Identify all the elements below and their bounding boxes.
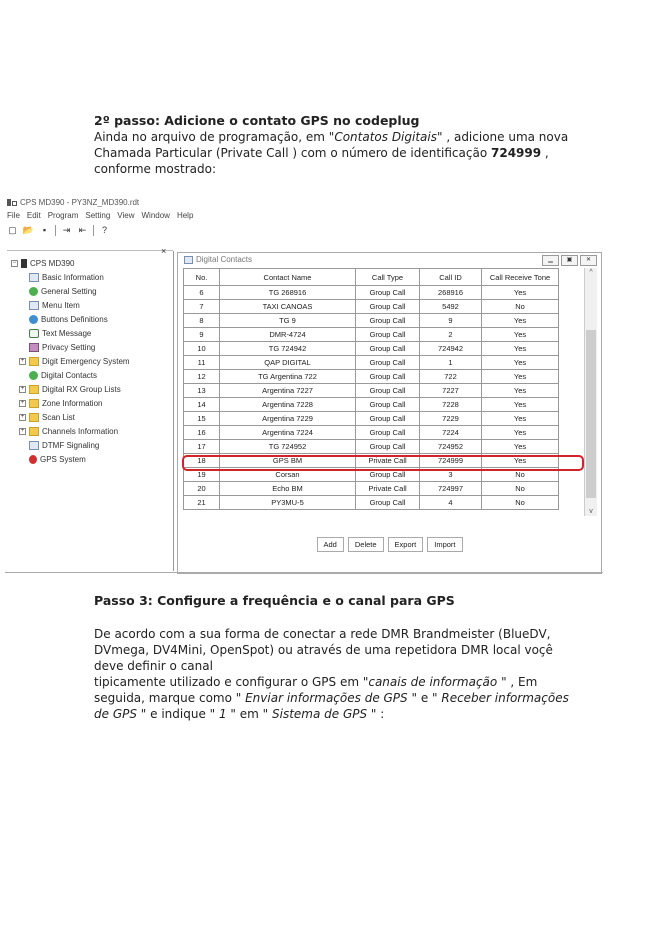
table-cell: PY3MU-5 — [220, 496, 356, 510]
table-cell: 8 — [184, 314, 220, 328]
step3-line6: de GPS " e indique " 1 " em " Sistema de GPS " : — [94, 707, 385, 721]
table-cell: Group Call — [356, 342, 420, 356]
expand-icon[interactable]: + — [20, 400, 25, 406]
table-cell: Yes — [482, 356, 559, 370]
menu-program[interactable]: Program — [47, 211, 79, 220]
expand-icon[interactable]: + — [20, 358, 25, 364]
tree-item-label: Menu Item — [42, 301, 80, 310]
table-cell: Group Call — [356, 370, 420, 384]
expand-icon[interactable]: + — [20, 428, 25, 434]
table-cell: 7 — [184, 300, 220, 314]
menu-window[interactable]: Window — [141, 211, 170, 220]
step3-line2: DVmega, DV4Mini, OpenSpot) ou através de uma repetidora DMR local voçê — [94, 643, 553, 657]
table-row[interactable] — [184, 328, 559, 342]
table-cell: Group Call — [356, 384, 420, 398]
tree-item-label: Text Message — [42, 329, 92, 338]
app-icon — [7, 198, 17, 207]
gear-icon — [29, 287, 38, 296]
table-cell: 17 — [184, 440, 220, 454]
table-cell: Group Call — [356, 398, 420, 412]
column-header: Call Type — [356, 269, 420, 286]
table-cell: 20 — [184, 482, 220, 496]
table-cell: Group Call — [356, 314, 420, 328]
table-row[interactable] — [184, 356, 559, 370]
tree-item[interactable] — [29, 273, 104, 282]
table-cell: Yes — [482, 342, 559, 356]
table-cell: 19 — [184, 468, 220, 482]
menu-bar — [7, 211, 193, 220]
delete-button[interactable]: Delete — [348, 537, 384, 552]
export-button[interactable]: Export — [388, 537, 424, 552]
table-cell: 3 — [420, 468, 482, 482]
table-row[interactable] — [184, 496, 559, 510]
table-cell: Argentina 7228 — [220, 398, 356, 412]
table-cell: 724999 — [420, 454, 482, 468]
contacts-icon — [29, 371, 38, 380]
table-cell: 4 — [420, 496, 482, 510]
read-radio-icon[interactable]: ⇥ — [62, 224, 71, 235]
table-cell: No — [482, 482, 559, 496]
table-cell: 7227 — [420, 384, 482, 398]
table-cell: 9 — [184, 328, 220, 342]
table-row[interactable] — [184, 482, 559, 496]
expand-icon[interactable]: + — [20, 414, 25, 420]
table-cell: TG 9 — [220, 314, 356, 328]
table-row[interactable] — [184, 384, 559, 398]
table-cell: No — [482, 496, 559, 510]
tree-item[interactable] — [19, 427, 118, 436]
table-cell: Argentina 7224 — [220, 426, 356, 440]
table-cell: Yes — [482, 440, 559, 454]
tree-item-label: Privacy Setting — [42, 343, 96, 352]
table-row[interactable] — [184, 342, 559, 356]
table-cell: Yes — [482, 314, 559, 328]
table-cell: Group Call — [356, 356, 420, 370]
folder-icon — [29, 399, 39, 408]
step3-heading: Passo 3: Configure a frequência e o canal para GPS — [94, 593, 455, 608]
action-buttons — [178, 537, 601, 552]
new-file-icon[interactable]: ▢ — [8, 224, 17, 235]
minimize-icon[interactable]: ▁ — [542, 255, 559, 266]
tree-close-icon[interactable]: × — [161, 246, 167, 256]
tree-item-label: GPS System — [40, 455, 86, 464]
table-cell: TG 268916 — [220, 286, 356, 300]
table-cell: Group Call — [356, 440, 420, 454]
table-cell: 1 — [420, 356, 482, 370]
table-cell: Yes — [482, 370, 559, 384]
tree-item[interactable] — [29, 287, 97, 296]
table-cell: 724997 — [420, 482, 482, 496]
table-cell: Yes — [482, 426, 559, 440]
scroll-up-icon[interactable]: ^ — [589, 269, 593, 276]
table-row[interactable] — [184, 370, 559, 384]
close-icon[interactable]: ✕ — [580, 255, 597, 266]
table-cell: Private Call — [356, 482, 420, 496]
step2-line3: conforme mostrado: — [94, 162, 216, 176]
step2-heading: 2º passo: Adicione o contato GPS no codeplug — [94, 113, 420, 128]
window-title — [184, 255, 252, 264]
vertical-scrollbar[interactable] — [584, 268, 597, 516]
toolbar-separator — [93, 225, 94, 236]
table-cell: No — [482, 468, 559, 482]
table-cell: Group Call — [356, 468, 420, 482]
table-header — [184, 269, 559, 286]
tree-item[interactable] — [29, 301, 80, 310]
table-cell: TAXI CANOAS — [220, 300, 356, 314]
document-icon — [29, 273, 39, 282]
table-cell: 13 — [184, 384, 220, 398]
tree-item[interactable] — [29, 315, 108, 324]
save-icon[interactable]: ▪ — [42, 225, 47, 235]
tree-item-label: Digit Emergency System — [42, 357, 130, 366]
highlight-gps-row — [182, 455, 584, 471]
step2-line2: Chamada Particular (Private Call ) com o número de identificação 724999 , — [94, 146, 549, 160]
radio-icon — [21, 259, 27, 268]
menu-icon — [29, 301, 39, 310]
toolbar-separator — [55, 225, 56, 236]
step3-line4: tipicamente utilizado e configurar o GPS em "canais de informação " , Em — [94, 675, 538, 689]
step3-line3: deve definir o canal — [94, 659, 213, 673]
table-cell: 10 — [184, 342, 220, 356]
table-cell: Yes — [482, 384, 559, 398]
tree-item-label: Digital RX Group Lists — [42, 385, 121, 394]
table-cell: Yes — [482, 454, 559, 468]
tree-root[interactable] — [11, 259, 74, 268]
table-cell: 15 — [184, 412, 220, 426]
expand-icon[interactable]: + — [20, 386, 25, 392]
contacts-table — [183, 268, 559, 510]
table-cell: TG 724952 — [220, 440, 356, 454]
scroll-down-icon[interactable]: v — [589, 508, 593, 515]
table-cell: 14 — [184, 398, 220, 412]
table-cell: 16 — [184, 426, 220, 440]
folder-icon — [29, 385, 39, 394]
table-cell: Private Call — [356, 454, 420, 468]
table-cell: TG 724942 — [220, 342, 356, 356]
table-cell: QAP DIGITAL — [220, 356, 356, 370]
tree-item[interactable] — [19, 399, 102, 408]
column-header: No. — [184, 269, 220, 286]
maximize-icon[interactable]: ▣ — [561, 255, 578, 266]
table-cell: Yes — [482, 412, 559, 426]
dtmf-icon — [29, 441, 39, 450]
tree-item-label: DTMF Signaling — [42, 441, 100, 450]
table-cell: GPS BM — [220, 454, 356, 468]
tree-item-label: Zone Information — [42, 399, 103, 408]
menu-help[interactable]: Help — [176, 211, 194, 220]
table-cell: 11 — [184, 356, 220, 370]
tree-item[interactable] — [29, 343, 95, 352]
tree-item[interactable] — [29, 455, 86, 464]
table-cell: 722 — [420, 370, 482, 384]
tree-item-label: Basic Information — [42, 273, 104, 282]
window-icon — [184, 256, 193, 264]
table-cell: 12 — [184, 370, 220, 384]
table-row[interactable] — [184, 314, 559, 328]
tree-root-label: CPS MD390 — [30, 259, 75, 268]
write-radio-icon[interactable]: ⇤ — [78, 224, 87, 235]
tree-item-label: Channels Information — [42, 427, 119, 436]
column-header: Call ID — [420, 269, 482, 286]
table-cell: 724942 — [420, 342, 482, 356]
tree-item[interactable] — [19, 385, 121, 394]
tree-item[interactable] — [19, 357, 130, 366]
step2-line1: Ainda no arquivo de programação, em "Contatos Digitais" , adicione uma nova — [94, 130, 569, 144]
tree-item[interactable] — [19, 413, 75, 422]
add-button[interactable]: Add — [317, 537, 344, 552]
table-cell: 7224 — [420, 426, 482, 440]
table-cell: Yes — [482, 286, 559, 300]
table-cell: 6 — [184, 286, 220, 300]
table-cell: 7229 — [420, 412, 482, 426]
table-row[interactable] — [184, 300, 559, 314]
open-folder-icon[interactable]: 📂 — [22, 224, 35, 235]
gps-icon — [29, 455, 37, 464]
table-cell: 18 — [184, 454, 220, 468]
column-header: Call Receive Tone — [482, 269, 559, 286]
window-controls — [542, 255, 597, 266]
table-cell: Yes — [482, 398, 559, 412]
column-header: Contact Name — [220, 269, 356, 286]
table-cell: Argentina 7229 — [220, 412, 356, 426]
message-icon — [29, 329, 39, 338]
tree-item-label: Buttons Definitions — [41, 315, 108, 324]
table-row[interactable] — [184, 440, 559, 454]
table-cell: Argentina 7227 — [220, 384, 356, 398]
table-cell: Group Call — [356, 496, 420, 510]
table-cell: 2 — [420, 328, 482, 342]
step3-line1: De acordo com a sua forma de conectar a rede DMR Brandmeister (BlueDV, — [94, 627, 551, 641]
table-cell: 7228 — [420, 398, 482, 412]
scroll-thumb[interactable] — [586, 330, 596, 498]
menu-view[interactable]: View — [117, 211, 135, 220]
table-cell: 268916 — [420, 286, 482, 300]
table-cell: Echo BM — [220, 482, 356, 496]
table-cell: Group Call — [356, 412, 420, 426]
table-cell: 724952 — [420, 440, 482, 454]
table-row[interactable] — [184, 426, 559, 440]
toolbar — [7, 223, 110, 237]
table-cell: Corsan — [220, 468, 356, 482]
table-row[interactable] — [184, 398, 559, 412]
menu-file[interactable]: File — [7, 211, 20, 220]
table-row[interactable] — [184, 412, 559, 426]
tree-item[interactable] — [29, 329, 91, 338]
step3-line5: seguida, marque como " Enviar informações de GPS " e " Receber informações — [94, 691, 569, 705]
tree-item-label: Digital Contacts — [41, 371, 98, 380]
folder-icon — [29, 427, 39, 436]
menu-setting[interactable]: Setting — [85, 211, 111, 220]
collapse-icon[interactable]: − — [12, 260, 17, 266]
table-cell: 9 — [420, 314, 482, 328]
table-cell: Yes — [482, 328, 559, 342]
digital-contacts-window — [177, 252, 602, 574]
privacy-icon — [29, 343, 39, 352]
import-button[interactable]: Import — [427, 537, 462, 552]
app-title: CPS MD390 - PY3NZ_MD390.rdt — [20, 197, 140, 207]
window-title-label: Digital Contacts — [196, 255, 253, 264]
tree-item-label: Scan List — [42, 413, 75, 422]
table-cell: Group Call — [356, 426, 420, 440]
app-titlebar — [7, 196, 139, 208]
table-cell: 21 — [184, 496, 220, 510]
table-cell: Group Call — [356, 286, 420, 300]
tree-item[interactable] — [29, 371, 97, 380]
tree-item-label: General Setting — [41, 287, 97, 296]
table-cell: DMR-4724 — [220, 328, 356, 342]
tree-item[interactable] — [29, 441, 99, 450]
table-cell: No — [482, 300, 559, 314]
table-cell: 5492 — [420, 300, 482, 314]
table-cell: TG Argentina 722 — [220, 370, 356, 384]
table-row[interactable] — [184, 286, 559, 300]
menu-edit[interactable]: Edit — [26, 211, 41, 220]
settings-tree — [7, 251, 174, 571]
help-icon[interactable]: ? — [101, 225, 107, 235]
cps-screenshot — [5, 194, 603, 574]
folder-icon — [29, 357, 39, 366]
folder-icon — [29, 413, 39, 422]
table-cell: Group Call — [356, 300, 420, 314]
button-icon — [29, 315, 38, 324]
screenshot-border — [5, 572, 603, 573]
table-cell: Group Call — [356, 328, 420, 342]
